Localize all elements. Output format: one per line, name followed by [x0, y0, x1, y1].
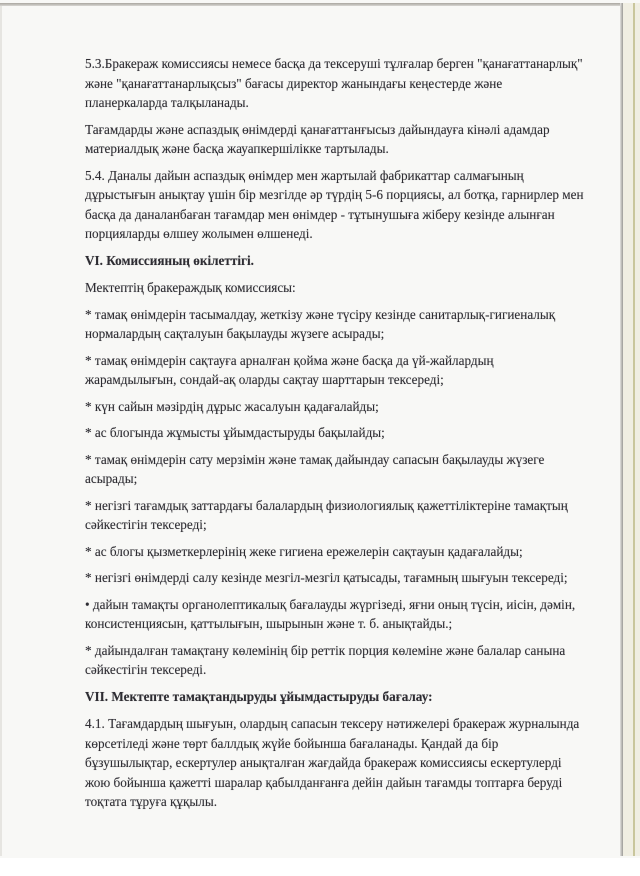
section-heading-vi: VI. Комиссияның өкілеттігі.	[85, 252, 254, 268]
scan-top-edge	[0, 3, 627, 6]
paragraph-commission-intro: Мектептің бракераждық комиссиясы:	[85, 280, 296, 295]
scan-side-line	[633, 3, 635, 856]
bullet-item-4: * ас блогында жұмысты ұйымдастыруды бақылайды;	[85, 425, 385, 440]
bullet-item-8: * негізгі өнімдерді салу кезінде мезгіл-мезгіл қатысады, тағамның шығуын тексереді;	[85, 570, 568, 585]
scan-side-strip	[623, 3, 640, 856]
paragraph-liability: Тағамдарды және аспаздық өнімдерді қанағаттанғысыз дайындауға кінәлі адамдар материалдық және басқа жауапкершілікке тартылады.	[85, 121, 550, 156]
scan-left-edge	[0, 3, 2, 856]
bullet-item-5: * тамақ өнімдерін сату мерзімін және тамақ дайындау сапасын бақылауды жүзеге асырады;	[85, 451, 545, 486]
bullet-item-3: * күн сайын мәзірдің дұрыс жасалуын қадағалайды;	[85, 398, 379, 414]
paragraph-5-4: 5.4. Даналы дайын аспаздық өнімдер мен жартылай фабрикаттар салмағының дұрыстығын анықтау үшін бір мезгілде әр түрдің 5-6 порциясы, ал ботқа, гарнирлер мен басқа да даналанбаған тағамдар мен өнімдер - тұтынушыға жіберу кезінде алынған порцияларды өлшеу жолымен өлшенеді.	[85, 167, 584, 241]
bullet-item-9: • дайын тамақты органолептикалық бағалауды жүргізеді, яғни оның түсін, иісін, дәмін, консистенциясын, қаттылығын, шырынын және т. б. анықтайды.;	[85, 596, 576, 631]
bullet-item-7: * ас блогы қызметкерлерінің жеке гигиена ережелерін сақтауын қадағалайды;	[85, 543, 523, 559]
bullet-item-6: * негізгі тағамдық заттардағы балалардың физиологиялық қажеттіліктеріне тамақтың сәйкестігін тексереді;	[85, 497, 568, 532]
document-text	[85, 54, 585, 819]
paragraph-5-3: 5.3.Бракераж комиссиясы немесе басқа да тексеруші тұлғалар берген "қанағаттанарлық" және "қанағаттанарлықсыз" бағасы директор жанындағы кеңестерде және планеркаларда талқыланады.	[85, 56, 583, 110]
paragraph-4-1: 4.1. Тағамдардың шығуын, олардың сапасын тексеру нәтижелері бракераж журналында көрсетіледі және төрт баллдық жүйе бойынша бағаланады. Қандай да бір бұзушылықтар, ескертулер анықталған жағдайда бракераж комиссиясы ескертулерді жою бойынша қажетті шаралар қабылданғанға дейін дайын тағамды топтарға беруді тоқтата тұруға құқылы.	[85, 716, 580, 809]
section-heading-vii: VII. Мектепте тамақтандыруды ұйымдастыруды бағалау:	[85, 688, 433, 704]
bullet-item-10: * дайындалған тамақтану көлемінің бір реттік порция көлеміне және балалар санына сәйкестігін тексереді.	[85, 642, 566, 677]
bullet-item-1: * тамақ өнімдерін тасымалдау, жеткізу және түсіру кезінде санитарлық-гигиеналық нормалардың сақталуын бақылауды жүзеге асырады;	[85, 306, 556, 341]
bullet-item-2: * тамақ өнімдерін сақтауға арналған қойма және басқа да үй-жайлардың жарамдылығын, сондай-ақ оларды сақтау шарттарын тексереді;	[85, 352, 494, 387]
